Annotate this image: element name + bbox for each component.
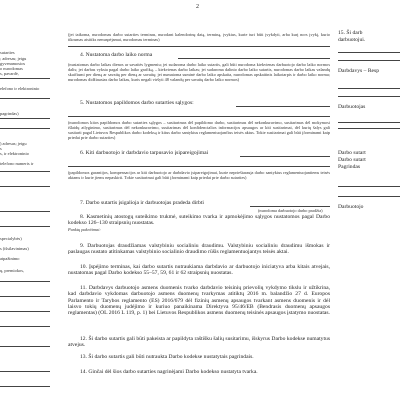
- right-form-line: [338, 128, 400, 129]
- right-form-line: [338, 96, 400, 97]
- right-fragment-text: darbuotojui.: [338, 37, 366, 43]
- left-fragment-text: s (išsilavinimas): [0, 246, 29, 251]
- left-form-line: [0, 346, 50, 347]
- left-form-line: [0, 326, 50, 327]
- page-number: 2: [196, 4, 199, 10]
- right-form-line: [338, 196, 400, 197]
- left-fragment-text: pagrindas): [0, 111, 19, 116]
- left-fragment-text: o nurodomas: [0, 66, 23, 71]
- right-fragment-text: Darbuotojas: [338, 104, 366, 110]
- right-fragment-text: 15. Ši darb: [338, 30, 363, 36]
- left-form-line: [0, 371, 50, 372]
- left-page-fragment: [0, 0, 60, 400]
- left-fragment-text: ) adresas; jeigu: [0, 141, 27, 146]
- left-form-line: [0, 296, 50, 297]
- item-4-rule: [178, 58, 330, 59]
- item-11: 11. Darbdavys darbuotojo asmens duomenis tvarko darbdavio teisinių prievolių vykdymo tikslu ir užtikrina, kad darbdavio vykdomas darbuotojo asmens duomenų tvarkymas atitiktų 2016 m. balandžio 27 d. Europos Parlamento ir Tarybos reglamento (ES) 2016/679 dėl fizinių asmenų apsaugos tvarkant asmens duomenis ir dėl laisvo tokių duomenų judėjimo ir kuriuo panaikinama Direktyva 95/46/EB (Bendrasis duomenų apsaugos reglamentas) (OL 2016 L 119, p. 1) bei Lietuvos Respublikos asmens duomenų teisinės apsaugos įstatymo nuostatas.: [68, 285, 330, 317]
- right-page-fragment: [338, 0, 400, 400]
- item-7-label: 7. Darbo sutartis įsigalioja ir darbuotojas pradeda dirbti: [80, 200, 204, 206]
- item-7-note: (nurodoma darbuotojo darbo pradžia): [258, 208, 323, 213]
- item-7-rule: [250, 206, 330, 207]
- item-14: 14. Ginčai dėl šios darbo sutarties nagrinėjami Darbo kodekso nustatyta tvarka.: [80, 369, 258, 375]
- term-rule: [68, 46, 330, 47]
- right-fragment-text: Pagrindas: [338, 164, 361, 170]
- right-fragment-text: Darbuotojo: [338, 204, 364, 210]
- left-form-line: [0, 171, 50, 172]
- right-form-line: [338, 52, 400, 53]
- item-9: 9. Darbuotojas draudžiamas valstybiniu socialiniu draudimu. Valstybiniu socialiniu draudimu išmokas ir paslaugas nustato atitinkamas valstybinio socialinio draudimo rūšis reglamentuojantys teisės aktai.: [68, 243, 330, 256]
- term-note: (jei taikoma, nurodomas darbo sutarties terminas, nurodant kalendorinę datą, terminą, įvykius, kurie turi būti įvykdyti, arba kurį nors įvykį, kurio tikrumas atsitiks nenuspėjamai, nurodomas terminas): [68, 32, 330, 42]
- left-fragment-text: specialybės): [0, 236, 22, 241]
- left-fragment-text: ų, premiokos,: [0, 268, 25, 273]
- item-5-note: (nurodomos kitos papildomos darbo sutarties sąlygos – susitarimas dėl papildomo darbo, susitarimas dėl nekonkuravimo, susitarimas dėl mokymosi išlaidų atlyginimo, susitarimas dėl nekonkuravimo, susitarimas dėl konfidencialios informacijos apsaugos ar kiti susitarimai, dėl kurių šalys gali susitarti pagal Lietuvos Respublikos darbo kodeksą ir kitus darbo santykius reglamentuojančius teisės aktus. Tokie susitarimai gali būti įforminami kaip priedai prie darbo sutarties): [68, 120, 330, 140]
- item-13: 13. Ši darbo sutartis gali būti nutraukta Darbo kodekse nustatytais pagrindais.: [80, 354, 254, 360]
- item-8-aside: Punktų pakeitimai:: [68, 227, 101, 232]
- left-fragment-text: s, pavardė,: [0, 71, 19, 76]
- item-6-label: 6. Kiti darbuotojo ir darbdavio tarpusavio įsipareigojimai: [80, 150, 209, 156]
- left-form-line: [0, 226, 50, 227]
- right-fragment-text: Darbo sutart: [338, 157, 366, 163]
- item-5-label: 5. Nustatomos papildomos darbo sutarties sąlygos:: [80, 100, 194, 106]
- left-fragment-text: telefono numeris ir: [0, 161, 34, 166]
- main-page-column: [68, 0, 330, 400]
- item-6-note: (papildomos garantijos, kompensacijos ar kiti darbuotojo ar darbdavio įsipareigojimai, kurie neprieštarauja darbo santykius reglamentuojantiems teisės aktams ir kurie jiems nepaskirti. Tokie susitarimai gali būti įforminami kaip priedai prie darbo sutarties): [68, 170, 330, 180]
- item-5-rule: [236, 106, 330, 107]
- left-form-line: [0, 211, 50, 212]
- item-12: 12. Ši darbo sutartis gali būti pakeista ar papildyta raštišku šalių susitarimu, išskyrus Darbo kodekse numatytus atvejus.: [68, 336, 330, 349]
- left-fragment-text: s, ir elektroninio: [0, 151, 29, 156]
- left-fragment-text: atpažinimo: [0, 256, 20, 261]
- left-form-line: [0, 128, 50, 129]
- left-fragment-text: gyvenamosios: [0, 61, 26, 66]
- item-8: 8. Kasmetinių atostogų suteikimo trukmė, suteikimo tvarka ir apmokėjimo sąlygos nustatomos pagal Darbo kodekso 126–130 straipsnių nuostatas.: [68, 214, 330, 227]
- item-4-label: 4. Nustatoma darbo laiko norma: [80, 52, 153, 58]
- left-form-line: [0, 386, 50, 387]
- right-form-line: [338, 88, 400, 89]
- item-6-rule: [240, 156, 330, 157]
- left-form-line: [0, 98, 50, 99]
- right-form-line: [338, 60, 400, 61]
- left-form-line: [0, 186, 50, 187]
- item-5-rule-2: [68, 116, 330, 117]
- right-form-line: [338, 122, 400, 123]
- left-form-line: [0, 118, 50, 119]
- right-form-line: [338, 186, 400, 187]
- item-10: 10. Įspėjimo terminas, kai darbo sutartis nutraukiama darbdavio ar darbuotojo iniciatyva arba kitais atvejais, nustatomas pagal Darbo kodekso 55–57, 59, 61 ir 62 straipsnių nuostatas.: [68, 264, 330, 277]
- left-fragment-text: elefono ir elektroninio: [0, 86, 40, 91]
- item-6-rule-2: [68, 166, 330, 167]
- left-form-line: [0, 311, 50, 312]
- left-form-line: [0, 281, 50, 282]
- left-fragment-text: sutarties: [0, 50, 15, 55]
- right-fragment-text: Darbo sutart: [338, 150, 366, 156]
- item-4-note: (nustatomas darbo laikas dienos ar savaitės lygmeniu; jei sudaroma darbo laiko sutartis, gali būti nurodoma kiekvienas darbuotojo darbo laiko normos dalis; jei darbas vyksta pagal darbo laiko grafiką, – kiekvienas darbo laikas; jei sudaroma dalinio darbo laiko sutartis, nurodomas darbo laikas valandų skaičiumi per dieną ar savaitę per dieną ar savaitę; jei numatoma suminė darbo laiko apskaita, nurodomas apskaitinis laikotarpis ir darbo laiko norma; nurodomas didžiausias darbo laikas, kuris negali viršyti 48 valandų per savaitę darbo laiko normos): [68, 62, 330, 82]
- left-fragment-text: s: [0, 146, 2, 151]
- left-form-line: [0, 78, 50, 79]
- right-fragment-text: Darbdavys – Resp: [338, 68, 380, 74]
- left-fragment-text: ; adresas; jeigu: [0, 56, 27, 61]
